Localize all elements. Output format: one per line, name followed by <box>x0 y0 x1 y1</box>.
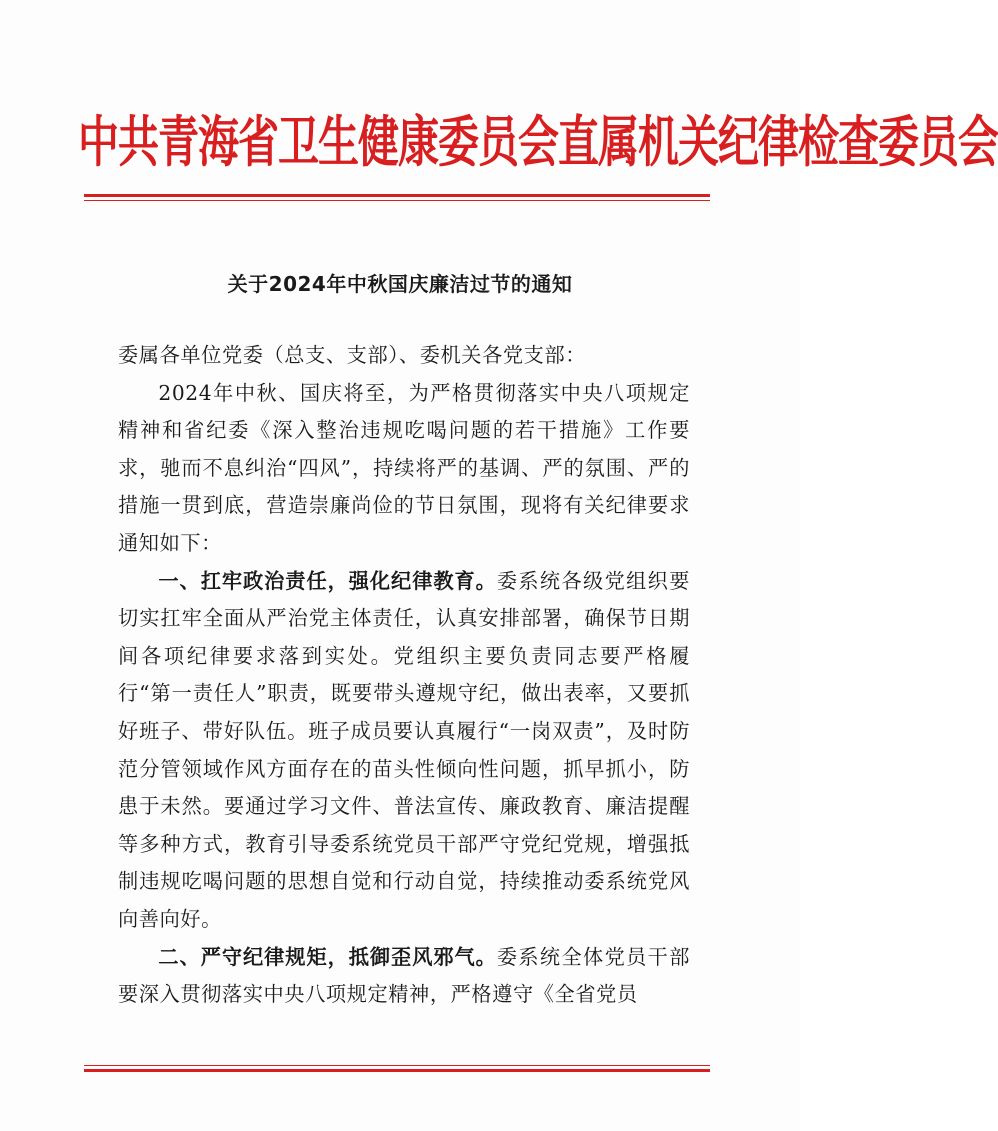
salutation: 委属各单位党委（总支、支部）、委机关各党支部： <box>118 343 587 367</box>
intro-paragraph: 2024年中秋、国庆将至，为严格贯彻落实中央八项规定精神和省纪委《深入整治违规吃喝问题的若干措施》工作要求，驰而不息纠治“四风”，持续将严的基调、严的氛围、严的措施一贯到底，营造崇廉尚俭的节日氛围，现将有关纪律要求通知如下： <box>118 380 690 555</box>
section-1-body: 委系统各级党组织要切实扛牢全面从严治党主体责任，认真安排部署，确保节日期间各项纪律要求落到实处。党组织主要负责同志要严格履行“第一责任人”职责，既要带头遵规守纪，做出表率，又要抓好班子、带好队伍。班子成员要认真履行“一岗双责”，及时防范分管领域作风方面存在的苗头性倾向性问题，抓早抓小，防患于未然。要通过学习文件、普法宣传、廉政教育、廉洁提醒等多种方式，教育引导委系统党员干部严守党纪党规，增强抵制违规吃喝问题的思想自觉和行动自觉，持续推动委系统党风向善向好。 <box>118 568 691 931</box>
section-1-paragraph <box>118 563 690 939</box>
document-title: 关于2024年中秋国庆廉洁过节的通知 <box>227 272 573 296</box>
footer-divider-thick <box>84 1069 710 1072</box>
section-1-heading: 一、扛牢政治责任，强化纪律教育。 <box>158 568 497 593</box>
header-divider-thin <box>84 200 710 201</box>
header-divider-thick <box>84 194 710 197</box>
issuing-organization-header: 中共青海省卫生健康委员会直属机关纪律检查委员会 <box>78 109 998 175</box>
document-body <box>118 337 690 1014</box>
section-2-paragraph <box>118 939 690 1014</box>
section-2-heading: 二、严守纪律规矩，抵御歪风邪气。 <box>158 944 497 969</box>
section-2-body: 委系统全体党员干部要深入贯彻落实中央八项规定精神，严格遵守《全省党员 <box>118 944 691 1007</box>
footer-divider-thin <box>84 1065 710 1066</box>
